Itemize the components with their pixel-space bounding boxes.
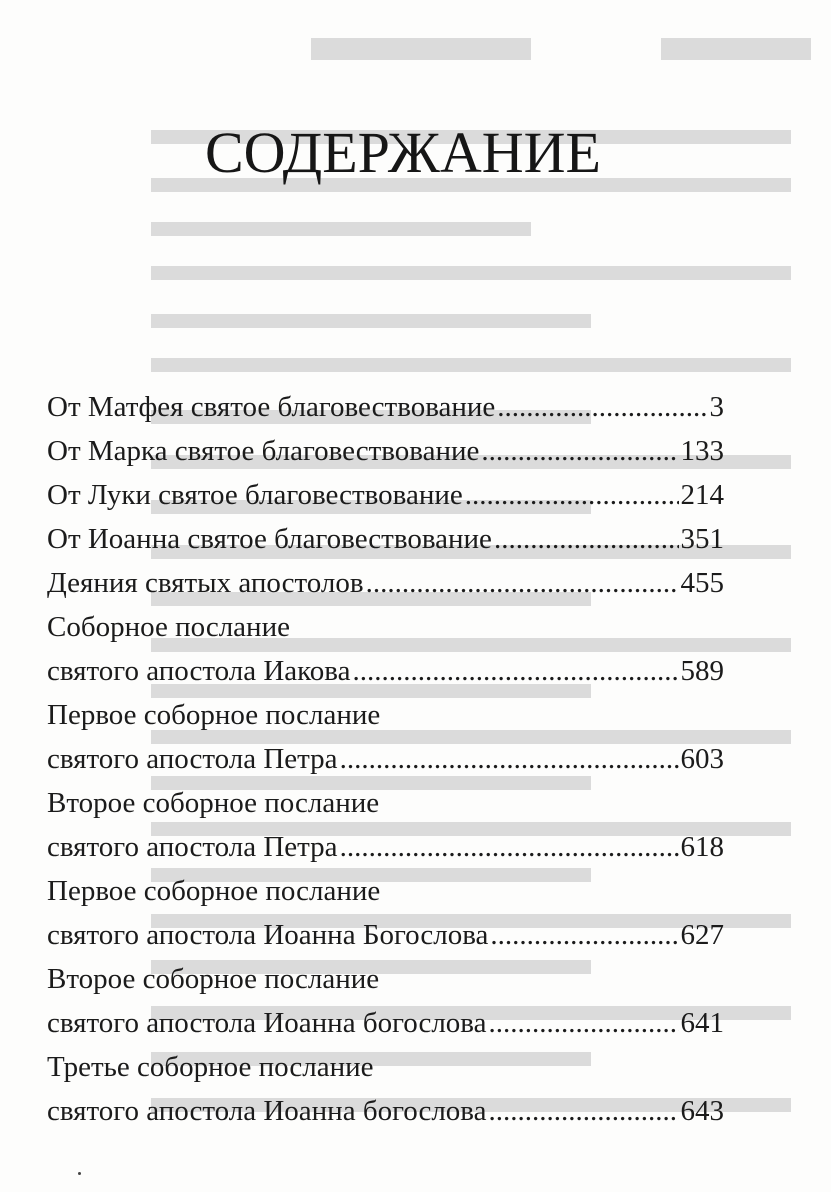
toc-entry-line (47, 517, 724, 561)
toc-entry-title-line: Второе соборное послание (47, 787, 380, 819)
toc-entry (47, 869, 724, 957)
toc-entry-line (47, 385, 724, 429)
paper-speck (78, 1172, 81, 1175)
toc-entry-title: святого апостола Иакова (47, 655, 351, 687)
toc-entry-title: От Марка святое благовествование (47, 435, 480, 467)
toc-page-number: 133 (680, 435, 724, 467)
toc-entry-line (47, 429, 724, 473)
toc-page-number: 627 (680, 919, 724, 951)
toc-entry (47, 517, 724, 561)
toc-entry (47, 781, 724, 869)
toc-page-number: 214 (680, 479, 724, 511)
toc-entry-title-line: Первое соборное послание (47, 699, 381, 731)
toc-entry-title: Деяния святых апостолов (47, 567, 364, 599)
toc-entry-line (47, 1001, 724, 1045)
toc-page-number: 603 (680, 743, 724, 775)
page-title: СОДЕРЖАНИЕ (205, 119, 601, 185)
dot-leader (465, 473, 679, 517)
toc-entry (47, 429, 724, 473)
toc-page-number: 641 (680, 1007, 724, 1039)
dot-leader (481, 429, 678, 473)
dot-leader (489, 1001, 679, 1045)
toc-page-number: 351 (680, 523, 724, 555)
dot-leader (494, 517, 679, 561)
dot-leader (489, 1089, 679, 1133)
toc-entry-line (47, 913, 724, 957)
toc-page-number: 3 (709, 391, 724, 423)
toc-entry (47, 385, 724, 429)
toc-entry-line (47, 737, 724, 781)
toc-entry-title: святого апостола Иоанна Богослова (47, 919, 489, 951)
toc-entry-line (47, 473, 724, 517)
toc-entry-line (47, 825, 724, 869)
toc-entry-title: От Матфея святое благовествование (47, 391, 496, 423)
toc-entry-line (47, 649, 724, 693)
toc-entry-title-line: Третье соборное послание (47, 1051, 374, 1083)
toc-entry-line (47, 561, 724, 605)
toc-page-number: 589 (680, 655, 724, 687)
toc-entry-title: От Луки святое благовествование (47, 479, 463, 511)
toc-entry-title-line: Второе соборное послание (47, 963, 380, 995)
toc-entry (47, 561, 724, 605)
toc-entry-line (47, 1089, 724, 1133)
table-of-contents (47, 385, 724, 1133)
toc-page-number: 618 (680, 831, 724, 863)
toc-page-number: 643 (680, 1095, 724, 1127)
toc-entry (47, 605, 724, 693)
toc-entry-title: От Иоанна святое благовествование (47, 523, 492, 555)
toc-entry (47, 1045, 724, 1133)
dot-leader (352, 649, 678, 693)
dot-leader (366, 561, 679, 605)
toc-entry-title: святого апостола Петра (47, 743, 338, 775)
toc-entry-title: святого апостола Иоанна богослова (47, 1095, 487, 1127)
toc-entry-title: святого апостола Иоанна богослова (47, 1007, 487, 1039)
toc-entry-title-line: Соборное послание (47, 611, 290, 643)
toc-entry (47, 957, 724, 1045)
toc-page-number: 455 (680, 567, 724, 599)
toc-entry-title-line: Первое соборное послание (47, 875, 381, 907)
dot-leader (490, 913, 678, 957)
dot-leader (340, 825, 679, 869)
dot-leader (340, 737, 679, 781)
toc-entry-title: святого апостола Петра (47, 831, 338, 863)
dot-leader (497, 385, 707, 429)
toc-entry (47, 693, 724, 781)
toc-entry (47, 473, 724, 517)
